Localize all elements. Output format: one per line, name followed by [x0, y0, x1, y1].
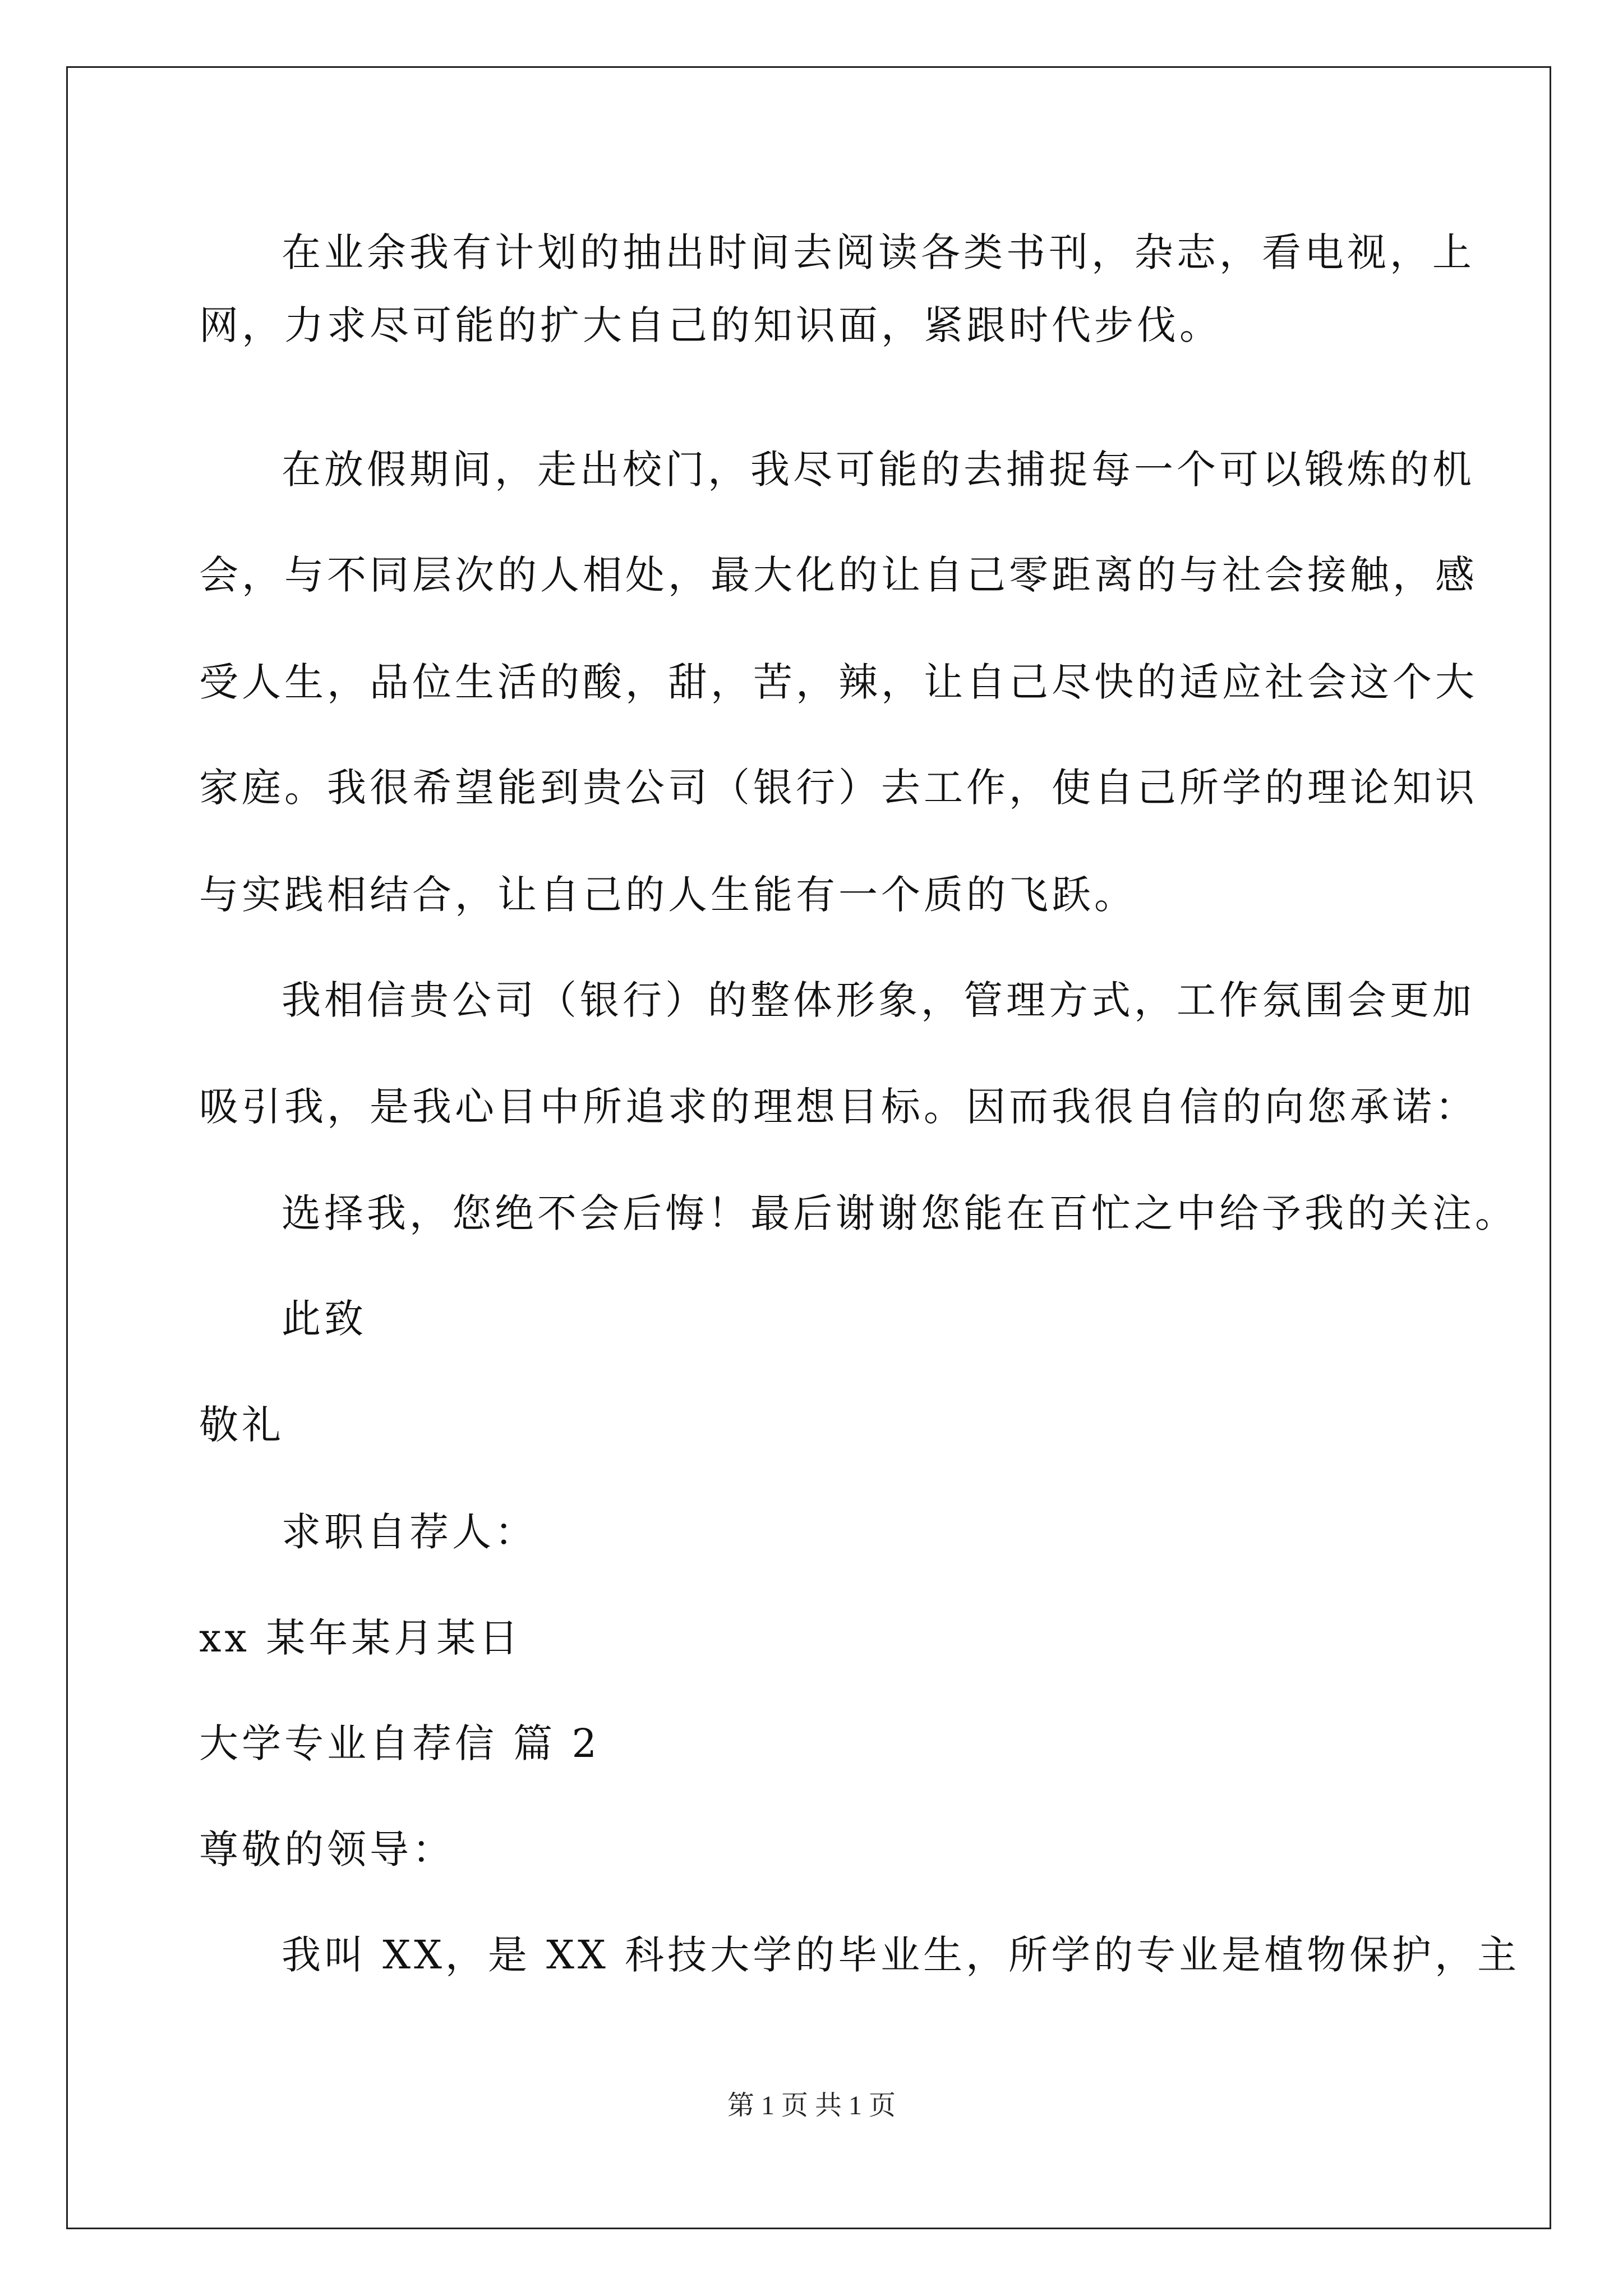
paragraph-line: 与实践相结合，让自己的人生能有一个质的飞跃。 — [199, 872, 1137, 918]
paragraph-line: 家庭。我很希望能到贵公司（银行）去工作，使自己所学的理论知识 — [199, 765, 1478, 811]
paragraph-line: 在放假期间，走出校门，我尽可能的去捕捉每一个可以锻炼的机 — [282, 447, 1475, 493]
paragraph-line: 我相信贵公司（银行）的整体形象，管理方式，工作氛围会更加 — [282, 977, 1475, 1023]
closing-salutation: 此致 — [282, 1296, 367, 1342]
paragraph-line: 网，力求尽可能的扩大自己的知识面，紧跟时代步伐。 — [199, 302, 1222, 348]
closing-respect: 敬礼 — [199, 1402, 284, 1448]
paragraph-line: 受人生，品位生活的酸，甜，苦，辣，让自己尽快的适应社会这个大 — [199, 659, 1478, 705]
section-heading: 大学专业自荐信 篇 2 — [199, 1720, 601, 1766]
page-border — [66, 66, 1551, 2229]
letter-greeting: 尊敬的领导： — [199, 1826, 455, 1872]
paragraph-line: 在业余我有计划的抽出时间去阅读各类书刊，杂志，看电视，上 — [282, 229, 1475, 275]
page-number: 第 1 页 共 1 页 — [727, 2091, 896, 2120]
paragraph-line: 会，与不同层次的人相处，最大化的让自己零距离的与社会接触，感 — [199, 552, 1478, 598]
signature-label: 求职自荐人： — [282, 1509, 537, 1555]
paragraph-line: 我叫 XX，是 XX 科技大学的毕业生，所学的专业是植物保护，主 — [282, 1932, 1520, 1978]
paragraph-line: 吸引我，是我心目中所追求的理想目标。因而我很自信的向您承诺： — [199, 1084, 1478, 1130]
date-line: xx 某年某月某日 — [199, 1615, 522, 1661]
paragraph-line: 选择我，您绝不会后悔！最后谢谢您能在百忙之中给予我的关注。 — [282, 1190, 1518, 1236]
